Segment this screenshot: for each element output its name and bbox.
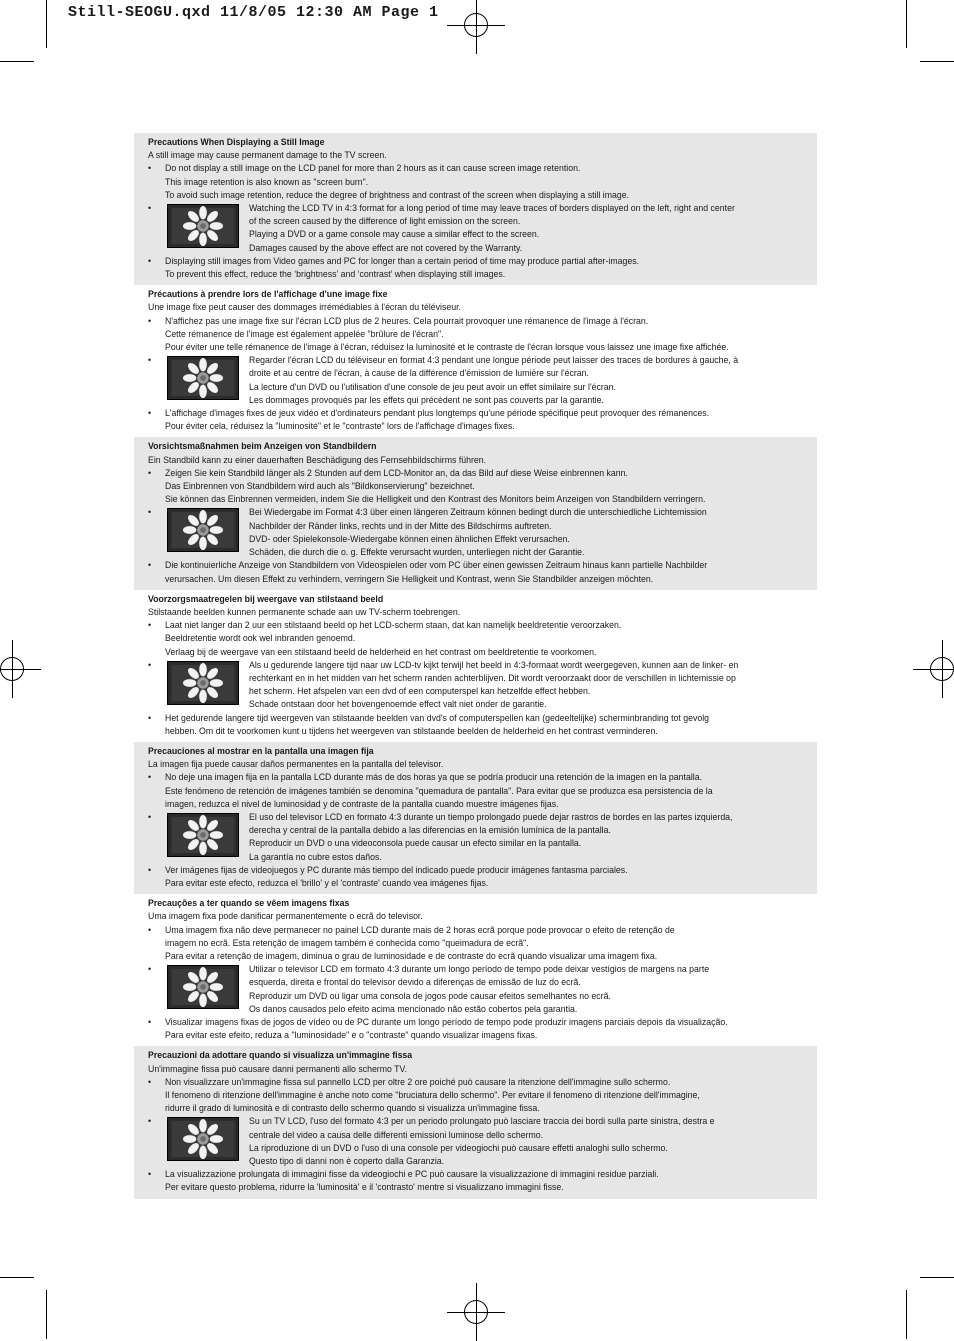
section-intro: Ein Standbild kann zu einer dauerhaften Beschädigung des Fernsehbildschirms führen.	[148, 454, 487, 465]
section-spanish	[134, 742, 817, 894]
section-intro: La imagen fija puede causar daños permanentes en la pantalla del televisor.	[148, 759, 444, 770]
registration-mark-icon	[464, 1300, 488, 1324]
bullet-item: • Die kontinuierliche Anzeige von Standbildern von Videospielen oder vom PC über einen gewissen Zeitraum hinaus kann partielle Nachbilder verursachen. Um diesen Effekt zu verhindern, verringern Sie Helligkeit und Kontrast, wenn Sie Standbilder anzeigen möchten.	[148, 559, 803, 585]
bullet-item: • Do not display a still image on the LCD panel for more than 2 hours as it can cause screen image retention. This image retention is also known as "screen burn". To avoid such image retention, reduce the degree of brightness and contrast of the screen when displaying a still image.	[148, 162, 803, 202]
bullet-item-with-image: • Als u gedurende langere tijd naar uw LCD-tv kijkt terwijl het beeld in 4:3-formaat wordt weergegeven, kunnen aan de linker- en rechterkant en in het midden van het scherm randen achterblijven. Dit wordt veroorzaakt door de verschillen in lichtemissie op het scherm. Het afspelen van een dvd of een computerspel kan hetzelfde effect hebben. Schade ontstaan door het bovengenoemde effect valt niet onder de garantie.	[148, 659, 803, 712]
bullet-item: • L'affichage d'images fixes de jeux vidéo et d'ordinateurs pendant plus longtemps qu'une période spécifique peut provoquer des rémanences. Pour éviter cela, réduisez la "luminosité" et le "contraste" lors de l'affichage d'images fixes.	[148, 407, 803, 433]
crop-mark	[906, 0, 907, 48]
bullet-item: • N'affichez pas une image fixe sur l'écran LCD plus de 2 heures. Cela pourrait provoquer une rémanence de l'image à l'écran. Cette rémanence de l'image est également appelée "brûlure de l'écran". Pour éviter une telle rémanence de l'image à l'écran, réduisez la luminosité et le contraste de l'écran lorsque vous laissez une image fixe affichée.	[148, 315, 803, 355]
tv-still-image-flower-icon	[167, 508, 239, 552]
section-title: Precautions When Displaying a Still Image	[148, 137, 325, 147]
bullet-item: • Het gedurende langere tijd weergeven van stilstaande beelden van dvd's of computerspellen kan (gedeeltelijke) scherminbranding tot gevolg hebben. Om dit te voorkomen kunt u tijdens het weergeven van stilstaande beelden de helderheid en het contrast verminderen.	[148, 712, 803, 738]
registration-mark-icon	[464, 13, 488, 37]
section-portuguese	[134, 894, 817, 1046]
section-german	[134, 437, 817, 589]
section-english	[134, 133, 817, 285]
section-title: Voorzorgsmaatregelen bij weergave van stilstaand beeld	[148, 593, 384, 604]
section-title: Precauzioni da adottare quando si visualizza un'immagine fissa	[148, 1050, 413, 1061]
crop-mark	[920, 61, 954, 62]
file-slug: Still-SEOGU.qxd 11/8/05 12:30 AM Page 1	[68, 4, 439, 21]
section-intro: Une image fixe peut causer des dommages irrémédiables à l'écran du téléviseur.	[148, 302, 461, 313]
bullet-item-with-image: • Watching the LCD TV in 4:3 format for a long period of time may leave traces of borders displayed on the left, right and center of the screen caused by the difference of light emission on the screen. Playing a DVD or a game console may cause a similar effect to the screen. Damages caused by the above effect are not covered by the Warranty.	[148, 202, 803, 255]
tv-still-image-flower-icon	[167, 661, 239, 705]
crop-mark	[920, 1277, 954, 1278]
bullet-item: • Zeigen Sie kein Standbild länger als 2 Stunden auf dem LCD-Monitor an, da das Bild auf diese Weise einbrennen kann. Das Einbrennen von Standbildern wird auch als "Bildkonservierung" bezeichnet. Sie können das Einbrennen vermeiden, indem Sie die Helligkeit und den Kontrast des Monitors beim Anzeigen von Standbildern verringern.	[148, 467, 803, 507]
bullet-item: • Laat niet langer dan 2 uur een stilstaand beeld op het LCD-scherm staan, dat kan namelijk beeldretentie veroorzaken. Beeldretentie wordt ook wel inbranden genoemd. Verlaag bij de weergave van een stilstaand beeld de helderheid en het contrast om beeldretentie te voorkomen.	[148, 619, 803, 659]
section-intro: A still image may cause permanent damage to the TV screen.	[148, 150, 387, 161]
bullet-item: • Non visualizzare un'immagine fissa sul pannello LCD per oltre 2 ore poiché può causare la ritenzione dell'immagine sullo schermo. Il fenomeno di ritenzione dell'immagine è anche noto come "bruciatura dello schermo". Per evitare il fenomeno di ritenzione dell'immagine, ridurre il grado di luminosità e di contrasto dello schermo quando si visualizza un'immagine fissa.	[148, 1076, 803, 1116]
section-italian	[134, 1046, 817, 1198]
section-title: Precauções a ter quando se vêem imagens fixas	[148, 898, 350, 909]
section-title: Vorsichtsmaßnahmen beim Anzeigen von Standbildern	[148, 441, 377, 452]
crop-mark	[906, 1290, 907, 1339]
tv-still-image-flower-icon	[167, 1117, 239, 1161]
registration-mark-icon	[0, 657, 24, 681]
section-intro: Uma imagem fixa pode danificar permanentemente o ecrã do televisor.	[148, 911, 423, 922]
bullet-item-with-image: • Utilizar o televisor LCD em formato 4:3 durante um longo período de tempo pode deixar vestígios de margens na parte esquerda, direita e frontal do televisor devido a diferenças de emissão de luz do ecrã. Reproduzir um DVD ou ligar uma consola de jogos pode causar efeitos semelhantes no ecrã. Os danos causados pelo efeito acima mencionado não estão cobertos pela garantia.	[148, 963, 803, 1016]
crop-mark	[0, 1277, 34, 1278]
bullet-item: • La visualizzazione prolungata di immagini fisse da videogiochi e PC può causare la visualizzazione di immagini residue parziali. Per evitare questo problema, ridurre la 'luminosità' e il 'contrasto' mentre si visualizzano immagini fisse.	[148, 1168, 803, 1194]
section-french	[134, 285, 817, 437]
registration-mark-icon	[930, 657, 954, 681]
tv-still-image-flower-icon	[167, 965, 239, 1009]
section-title: Precauciones al mostrar en la pantalla una imagen fija	[148, 745, 374, 756]
bullet-item: • Uma imagem fixa não deve permanecer no painel LCD durante mais de 2 horas ecrã porque pode provocar o efeito de retenção de imagem no ecrã. Esta retenção de imagem também é conhecida como "queimadura de ecrã". Para evitar a retenção de imagem, diminua o grau de luminosidade e de contraste do ecrã quando visualizar uma imagem fixa.	[148, 924, 803, 964]
section-intro: Un'immagine fissa può causare danni permanenti allo schermo TV.	[148, 1063, 407, 1074]
crop-mark	[46, 0, 47, 48]
section-intro: Stilstaande beelden kunnen permanente schade aan uw TV-scherm toebrengen.	[148, 606, 461, 617]
bullet-item-with-image: • Bei Wiedergabe im Format 4:3 über einen längeren Zeitraum können bedingt durch die unterschiedliche Lichtemission Nachbilder der Ränder links, rechts und in der Mitte des Bildschirms auftreten. DVD- oder Spielekonsole-Wiedergabe können einen ähnlichen Effekt verursachen. Schäden, die durch die o. g. Effekte verursacht wurden, unterliegen nicht der Garantie.	[148, 506, 803, 559]
tv-still-image-flower-icon	[167, 356, 239, 400]
crop-mark	[0, 61, 34, 62]
crop-mark	[46, 1290, 47, 1339]
bullet-item: • Displaying still images from Video games and PC for longer than a certain period of time may produce partial after-images. To prevent this effect, reduce the ‘brightness’ and ‘contrast’ when displaying still images.	[148, 255, 803, 281]
bullet-item-with-image: • El uso del televisor LCD en formato 4:3 durante un tiempo prolongado puede dejar rastros de bordes en las partes izquierda, derecha y central de la pantalla debido a las diferencias en la emisión lumínica de la pantalla. Reproducir un DVD o una videoconsola puede causar un efecto similar en la pantalla. La garantía no cubre estos daños.	[148, 811, 803, 864]
tv-still-image-flower-icon	[167, 204, 239, 248]
precautions-content	[134, 133, 817, 1199]
bullet-item-with-image: • Regarder l'écran LCD du téléviseur en format 4:3 pendant une longue période peut laisser des traces de bordures à gauche, à droite et au centre de l'écran, à cause de la différence d'émission de lumière sur l'écran. La lecture d'un DVD ou l'utilisation d'une console de jeu peut avoir un effet similaire sur l'écran. Les dommages provoqués par les effets qui précèdent ne sont pas couverts par la garantie.	[148, 354, 803, 407]
bullet-item-with-image: • Su un TV LCD, l'uso del formato 4:3 per un periodo prolungato può lasciare traccia dei bordi sulla parte sinistra, destra e centrale del video a causa delle differenti emissioni luminose dello schermo. La riproduzione di un DVD o l'uso di una console per videogiochi può causare effetti analoghi sullo schermo. Questo tipo di danni non è coperto dalla Garanzia.	[148, 1115, 803, 1168]
bullet-item: • Ver imágenes fijas de videojuegos y PC durante más tiempo del indicado puede producir imágenes fantasma parciales. Para evitar este efecto, reduzca el 'brillo' y el 'contraste' cuando vea imágenes fijas.	[148, 864, 803, 890]
tv-still-image-flower-icon	[167, 813, 239, 857]
bullet-item: • Visualizar imagens fixas de jogos de vídeo ou de PC durante um longo período de tempo pode produzir imagens parciais depois da visualização. Para evitar este efeito, reduza a "luminosidade" e o "contraste" quando visualizar imagens fixas.	[148, 1016, 803, 1042]
section-dutch	[134, 590, 817, 742]
bullet-item: • No deje una imagen fija en la pantalla LCD durante más de dos horas ya que se podría producir una retención de la imagen en la pantalla. Este fenómeno de retención de imágenes también se denomina "quemadura de pantalla". Para evitar que se produzca esa persistencia de la imagen, reduzca el nivel de luminosidad y de contraste de la pantalla cuando muestre imágenes fijas.	[148, 771, 803, 811]
section-title: Précautions à prendre lors de l'affichage d'une image fixe	[148, 289, 388, 300]
